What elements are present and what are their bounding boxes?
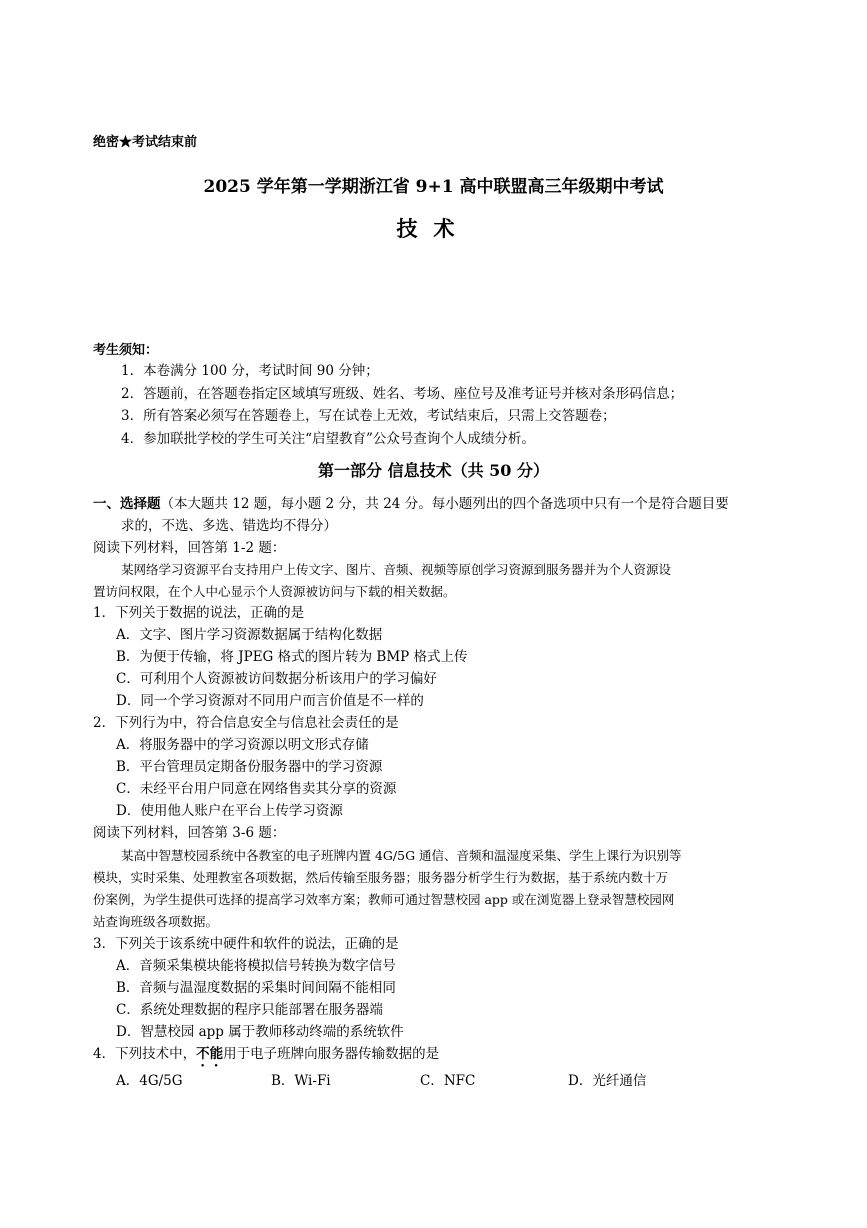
notice-item: 1．本卷满分 100 分，考试时间 90 分钟； — [121, 363, 379, 379]
answer-option: A．音频采集模块能将模拟信号转换为数字信号 — [116, 958, 396, 974]
notice-list — [121, 360, 683, 450]
question-stem: 2．下列行为中，符合信息安全与信息社会责任的是 — [93, 715, 399, 731]
material-text: 置访问权限，在个人中心显示个人资源被访问与下载的相关数据。 — [93, 584, 456, 599]
material-text: 站查询班级各项数据。 — [93, 914, 219, 929]
notice-item: 3．所有答案必须写在答题卷上，写在试卷上无效，考试结束后，只需上交答题卷； — [121, 408, 616, 424]
answer-option: D．光纤通信 — [568, 1073, 647, 1089]
answer-option: A．4G/5G — [116, 1073, 183, 1089]
answer-option: C．可利用个人资源被访问数据分析该用户的学习偏好 — [116, 671, 437, 687]
answer-option: D．智慧校园 app 属于教师移动终端的系统软件 — [116, 1024, 404, 1040]
question-stem — [93, 1043, 439, 1070]
notice-heading: 考生须知： — [93, 343, 159, 358]
material-text: 模块，实时采集、处理教室各项数据，然后传输至服务器；服务器分析学生行为数据，基于系统内数十万 — [93, 870, 669, 885]
answer-option: C．未经平台用户同意在网络售卖其分享的资源 — [116, 781, 397, 797]
answer-option: A．将服务器中的学习资源以明文形式存储 — [116, 737, 369, 753]
answer-options-row — [116, 1070, 716, 1092]
answer-option: C．NFC — [420, 1073, 476, 1089]
subject-title: 技术 — [396, 216, 471, 241]
answer-option: D．使用他人账户在平台上传学习资源 — [116, 803, 343, 819]
confidential-mark: 绝密★考试结束前 — [93, 135, 198, 150]
exam-title: 2025 学年第一学期浙江省 9+1 高中联盟高三年级期中考试 — [203, 177, 664, 197]
section-description: （本大题共 12 题，每小题 2 分，共 24 分。每小题列出的四个备选项中只有一个是符合题目要 — [160, 496, 729, 512]
answer-option: D．同一个学习资源对不同用户而言价值是不一样的 — [116, 693, 424, 709]
material-text: 份案例，为学生提供可选择的提高学习效率方案；教师可通过智慧校园 app 或在浏览器上登录智慧校园网 — [93, 892, 675, 907]
material-text: 某高中智慧校园系统中各教室的电子班牌内置 4G/5G 通信、音频和温湿度采集、学生上课行为识别等 — [121, 848, 682, 863]
answer-option: A．文字、图片学习资源数据属于结构化数据 — [116, 627, 383, 643]
answer-option: B．Wi-Fi — [271, 1073, 331, 1089]
answer-option: C．系统处理数据的程序只能部署在服务器端 — [116, 1002, 383, 1018]
part-title: 第一部分 信息技术（共 50 分） — [318, 461, 549, 480]
question-stem: 1．下列关于数据的说法，正确的是 — [93, 605, 305, 621]
material-intro: 阅读下列材料，回答第 3-6 题： — [93, 825, 286, 841]
section-description-cont: 求的，不选、多选、错选均不得分） — [121, 518, 337, 534]
answer-option: B．平台管理员定期备份服务器中的学习资源 — [116, 759, 383, 775]
question-stem-part: 4．下列技术中， — [93, 1046, 197, 1062]
notice-item: 2．答题前，在答题卷指定区域填写班级、姓名、考场、座位号及准考证号并核对条形码信息； — [121, 385, 684, 402]
question-stem-emphasis: 不能 — [196, 1046, 224, 1062]
question-stem: 3．下列关于该系统中硬件和软件的说法，正确的是 — [93, 936, 399, 952]
section-label: 一、选择题 — [93, 496, 161, 512]
material-text: 某网络学习资源平台支持用户上传文字、图片、音频、视频等原创学习资源到服务器并为个人资源设 — [121, 562, 672, 577]
answer-option: B．为便于传输，将 JPEG 格式的图片转为 BMP 格式上传 — [116, 649, 468, 665]
material-intro: 阅读下列材料，回答第 1-2 题： — [93, 540, 286, 556]
section-heading — [93, 493, 793, 537]
question-stem-part: 用于电子班牌向服务器传输数据的是 — [223, 1046, 440, 1062]
answer-option: B．音频与温湿度数据的采集时间间隔不能相同 — [116, 980, 396, 996]
notice-item: 4．参加联批学校的学生可关注“启望教育”公众号查询个人成绩分析。 — [121, 430, 535, 447]
